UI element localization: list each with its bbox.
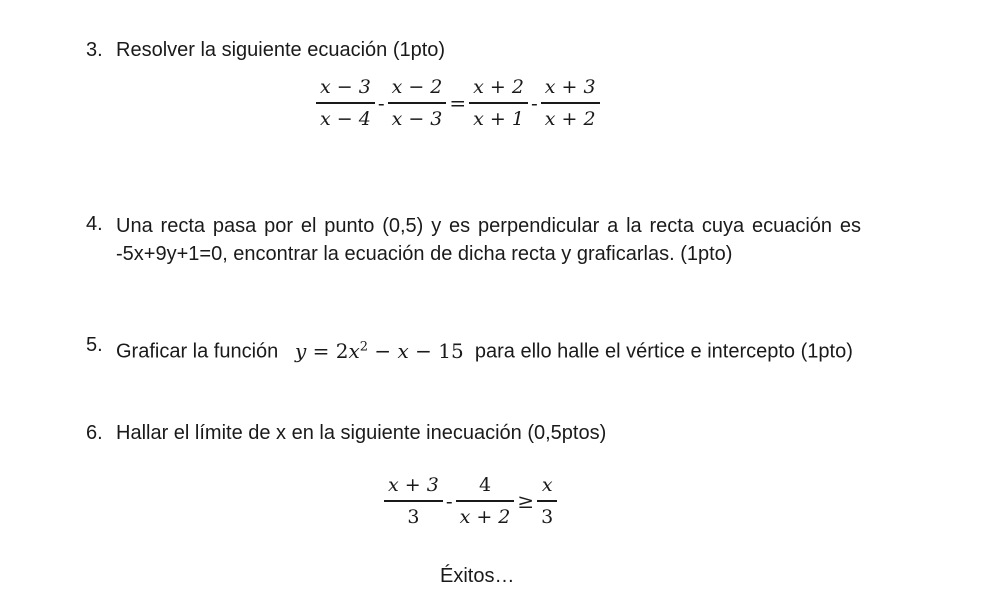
question-4	[86, 212, 861, 292]
operator: -	[377, 90, 385, 115]
formula-x2: x	[397, 338, 409, 363]
question-5	[86, 333, 861, 393]
numerator: x + 2	[473, 76, 524, 98]
denominator: 3	[541, 505, 554, 528]
question-6-text: Hallar el límite de x en la siguiente inecuación (0,5ptos)	[116, 422, 607, 444]
question-5-text-before: Graficar la función	[116, 340, 279, 363]
numerator: x − 2	[391, 76, 443, 98]
denominator: x + 1	[473, 107, 524, 130]
closing-text: Éxitos…	[440, 565, 515, 587]
formula-x: x	[348, 338, 360, 363]
fraction	[316, 75, 375, 131]
fraction	[456, 473, 515, 529]
question-4-number: 4.	[86, 213, 103, 235]
inequality-q6	[384, 473, 557, 529]
fraction	[384, 473, 443, 529]
question-6-number: 6.	[86, 422, 103, 444]
question-3-number: 3.	[86, 39, 103, 61]
fraction	[469, 75, 528, 131]
denominator: x + 2	[459, 505, 511, 528]
operator: -	[445, 488, 453, 513]
formula-y: y	[294, 338, 307, 363]
fraction	[541, 75, 600, 131]
numerator: x − 3	[320, 76, 371, 98]
equation-q3	[316, 75, 600, 131]
numerator: x + 3	[388, 474, 439, 496]
fraction	[537, 473, 557, 529]
denominator: x − 3	[391, 107, 443, 130]
question-3-text: Resolver la siguiente ecuación (1pto)	[116, 39, 446, 61]
numerator: x	[541, 474, 553, 496]
formula-constant: − 15	[408, 338, 464, 363]
question-5-number: 5.	[86, 334, 103, 356]
function-formula	[295, 339, 464, 363]
operator: =	[449, 90, 467, 115]
fraction	[388, 75, 447, 131]
question-4-text: Una recta pasa por el punto (0,5) y es perpendicular a la recta cuya ecuación es -5x+9y+1=0, encontrar la ecuación de dicha recta y graficarlas. (1pto)	[116, 215, 861, 265]
denominator: 3	[407, 505, 420, 528]
question-5-text-after: para ello halle el vértice e intercepto (1pto)	[474, 340, 853, 363]
operator: -	[530, 90, 538, 115]
operator: ≥	[517, 488, 535, 513]
denominator: x + 2	[544, 107, 596, 130]
numerator: x + 3	[544, 76, 596, 98]
numerator: 4	[478, 474, 492, 496]
formula-coef: = 2	[306, 338, 349, 363]
denominator: x − 4	[320, 107, 371, 130]
formula-exponent: 2	[359, 339, 369, 354]
question-5-text	[116, 333, 861, 366]
formula-minus: −	[368, 338, 398, 363]
